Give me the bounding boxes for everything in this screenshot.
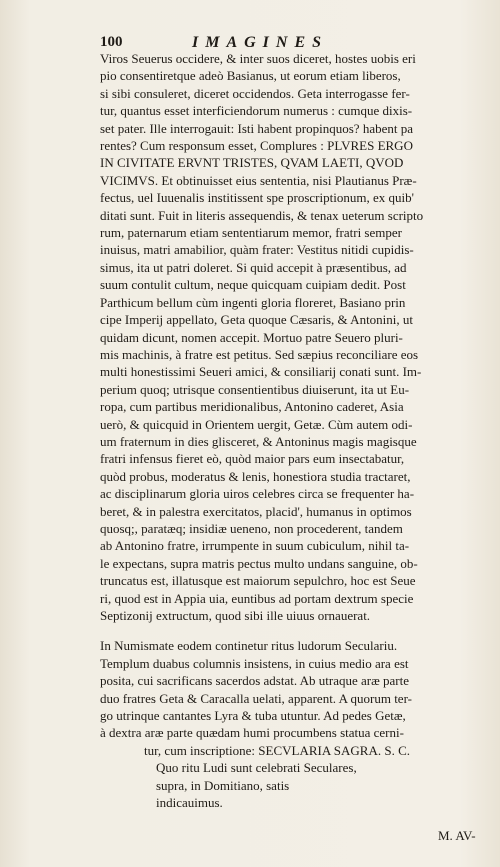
text-line: ri, quod est in Appia uia, euntibus ad portam dextrum specie [100,590,414,606]
text-body [100,50,480,811]
catchword: M. AV- [438,828,476,843]
text-line: Quo ritu Ludi sunt celebrati Seculares, [156,760,357,776]
text-line: multi honestissimi Seueri amici, & consiliarij conati sunt. Im- [100,364,422,380]
text-line: ditati sunt. Fuit in literis assequendis, & tenax ueterum scripto [100,207,424,223]
text-line: quòd probus, moderatus & lenis, honestiora studia tractaret, [100,468,411,484]
paragraph-2 [100,637,480,759]
text-line: rum, paternarum etiam sententiarum memor, fratri semper [100,225,402,241]
text-line: uerò, & quicquid in Orientem uergit, Getæ. Cùm autem odi- [100,416,413,432]
text-line: beret, & in palestra exercitatos, placid', humanus in optimos [100,503,412,519]
text-line: tur, quantus esset interficiendorum numerus : cumque dixis- [100,103,413,119]
text-line: IN CIVITATE ERVNT TRISTES, QVAM LAETI, QVOD [100,155,404,171]
text-line: um fraternum in dies glisceret, & Antoninus magis magisque [100,433,417,449]
text-line: indicauimus. [156,795,223,811]
text-line: si sibi consuleret, diceret occidendos. Geta interrogasse fer- [100,85,410,101]
text-line: à dextra aræ parte quædam humi procumbens statua cerni- [100,725,404,741]
closing-verse [100,759,480,811]
page-number: 100 [100,34,123,50]
text-line: cipe Imperij appellato, Geta quoque Cæsaris, & Antonini, ut [100,312,414,328]
text-line: tur, cum inscriptione: SECVLARIA SAGRA. S. C. [144,742,410,758]
running-title: IMAGINES [192,34,329,51]
text-line: le expectans, supra matris pectus multo undans sanguine, ob- [100,555,418,571]
text-line: simus, ita ut patri doleret. Si quid accepit à præsentibus, ad [100,259,407,275]
paragraph-1 [100,50,480,624]
text-line: pio consentiretque adeò Basianus, ut eorum etiam liberos, [100,68,401,84]
paragraph-gap [100,624,480,637]
text-line: duo fratres Geta & Caracalla uelati, apparent. A quorum ter- [100,690,412,706]
text-line: quosq;, paratæq; insidiæ ueneno, non procederent, tandem [100,520,403,536]
text-line: suum contulit cultum, neque quicquam cuipiam dedit. Post [100,277,406,293]
text-line: rentes? Cum responsum esset, Complures : PLVRES ERGO [100,138,413,154]
text-line: In Numismate eodem continetur ritus ludorum Seculariu. [100,638,398,654]
text-line: fratri infensus fieret eò, quòd maior pars eum insectabatur, [100,451,405,467]
text-line: go utrinque cantantes Lyra & tuba utuntur. Ad pedes Getæ, [100,708,406,724]
text-line: perium quoq; utrisque consentientibus diuiserunt, ita ut Eu- [100,381,410,397]
text-line: fectus, uel Iuuenalis institissent spe proscriptionum, ex quib' [100,190,414,206]
text-line: Septizonij extructum, quod sibi ille uiuus ornauerat. [100,608,371,623]
text-line: truncatus est, illatusque est maiorum sepulchro, hoc est Seue [100,573,416,589]
text-line: Parthicum bellum cùm ingenti gloria floreret, Basiano prin [100,294,406,310]
text-line: set pater. Ille interrogauit: Isti habent propinquos? habent pa [100,120,413,136]
text-line: mis machinis, à fratre est petitus. Sed sæpius reconciliare eos [100,346,419,362]
text-line: quidam dicunt, nomen accepit. Mortuo patre Seuero pluri- [100,329,403,345]
text-line: supra, in Domitiano, satis [156,777,290,793]
text-line: ac disciplinarum gloria uiros celebres circa se frequenter ha- [100,486,415,502]
text-line: posita, cui sacrificans sacerdos adstat. Ab utraque aræ parte [100,673,409,689]
text-line: Viros Seuerus occidere, & inter suos diceret, hostes uobis eri [100,51,416,66]
text-line: inuisus, matri amabilior, quàm frater: Vestitus nitidi cupidis- [100,242,414,258]
text-line: VICIMVS. Et obtinuisset eius sententia, nisi Plautianus Præ- [100,172,417,188]
text-line: ropa, cum partibus meridionalibus, Antonino caderet, Asia [100,399,404,415]
text-line: ab Antonino fratre, irrumpente in suum cubiculum, nihil ta- [100,538,410,554]
text-line: Templum duabus columnis insistens, in cuius medio ara est [100,655,409,671]
